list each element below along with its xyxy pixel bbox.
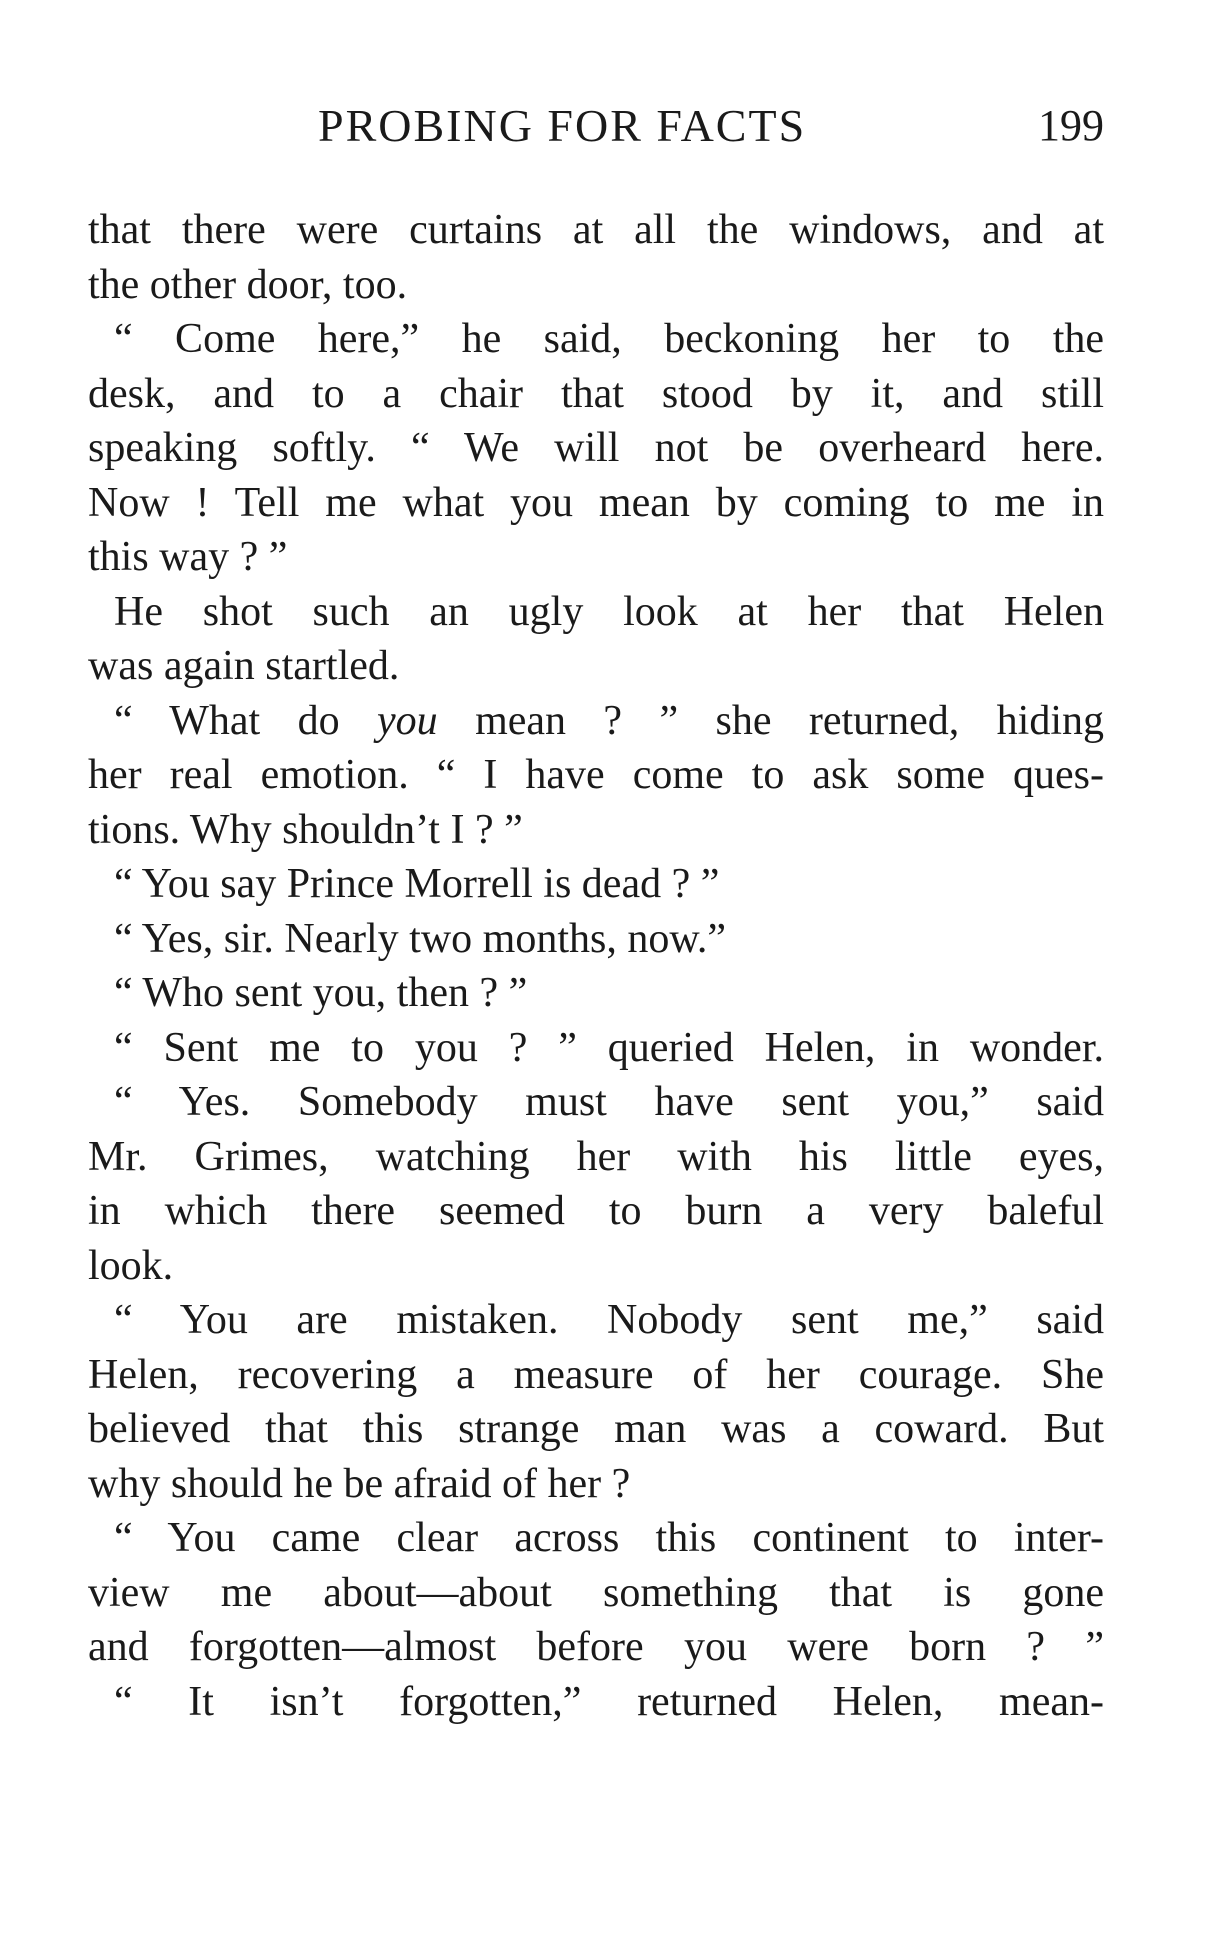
text-line: “ You are mistaken. Nobody sent me,” said bbox=[114, 1297, 1104, 1343]
text-line: tions. Why shouldn’t I ? ” bbox=[88, 806, 523, 853]
text-line: was again startled. bbox=[88, 643, 400, 689]
text-line: believed that this strange man was a coward. But bbox=[88, 1406, 1104, 1452]
text-line: the other door, too. bbox=[88, 261, 408, 308]
text-line: Mr. Grimes, watching her with his little eyes, bbox=[88, 1133, 1104, 1180]
text-segment: “ What do bbox=[114, 697, 340, 744]
text-line: He shot such an ugly look at her that Helen bbox=[114, 588, 1104, 635]
text-line: this way ? ” bbox=[88, 534, 288, 580]
text-line: view me about—about something that is gone bbox=[88, 1569, 1104, 1616]
text-line: “ Yes, sir. Nearly two months, now.” bbox=[114, 915, 727, 962]
text-line: Helen, recovering a measure of her courage. She bbox=[88, 1351, 1104, 1398]
text-line: “ Yes. Somebody must have sent you,” said bbox=[114, 1079, 1104, 1125]
text-line: “ You came clear across this continent to inter- bbox=[114, 1515, 1104, 1561]
text-line-with-emphasis bbox=[88, 694, 1104, 749]
body-text bbox=[88, 203, 1104, 1729]
text-line: in which there seemed to burn a very baleful bbox=[88, 1188, 1104, 1234]
text-line: speaking softly. “ We will not be overheard here. bbox=[88, 425, 1104, 471]
text-line: that there were curtains at all the windows, and at bbox=[88, 207, 1104, 253]
emphasized-word: you bbox=[377, 697, 438, 744]
text-line: look. bbox=[88, 1242, 174, 1289]
running-title: PROBING FOR FACTS bbox=[318, 100, 807, 151]
page-number: 199 bbox=[1038, 101, 1104, 150]
text-line: “ Who sent you, then ? ” bbox=[114, 970, 528, 1016]
text-line: her real emotion. “ I have come to ask some ques- bbox=[88, 752, 1104, 798]
text-line: Now ! Tell me what you mean by coming to me in bbox=[88, 479, 1104, 526]
text-line: “ You say Prince Morrell is dead ? ” bbox=[114, 861, 720, 907]
running-head bbox=[88, 96, 1104, 156]
text-line: desk, and to a chair that stood by it, and still bbox=[88, 370, 1104, 417]
text-line: why should he be afraid of her ? bbox=[88, 1460, 631, 1507]
text-line: “ Sent me to you ? ” queried Helen, in wonder. bbox=[114, 1024, 1104, 1071]
text-segment: mean ? ” she returned, hiding bbox=[475, 697, 1104, 744]
text-line: “ It isn’t forgotten,” returned Helen, mean- bbox=[114, 1678, 1104, 1725]
text-line: “ Come here,” he said, beckoning her to the bbox=[114, 316, 1104, 362]
text-line: and forgotten—almost before you were born ? ” bbox=[88, 1624, 1104, 1670]
